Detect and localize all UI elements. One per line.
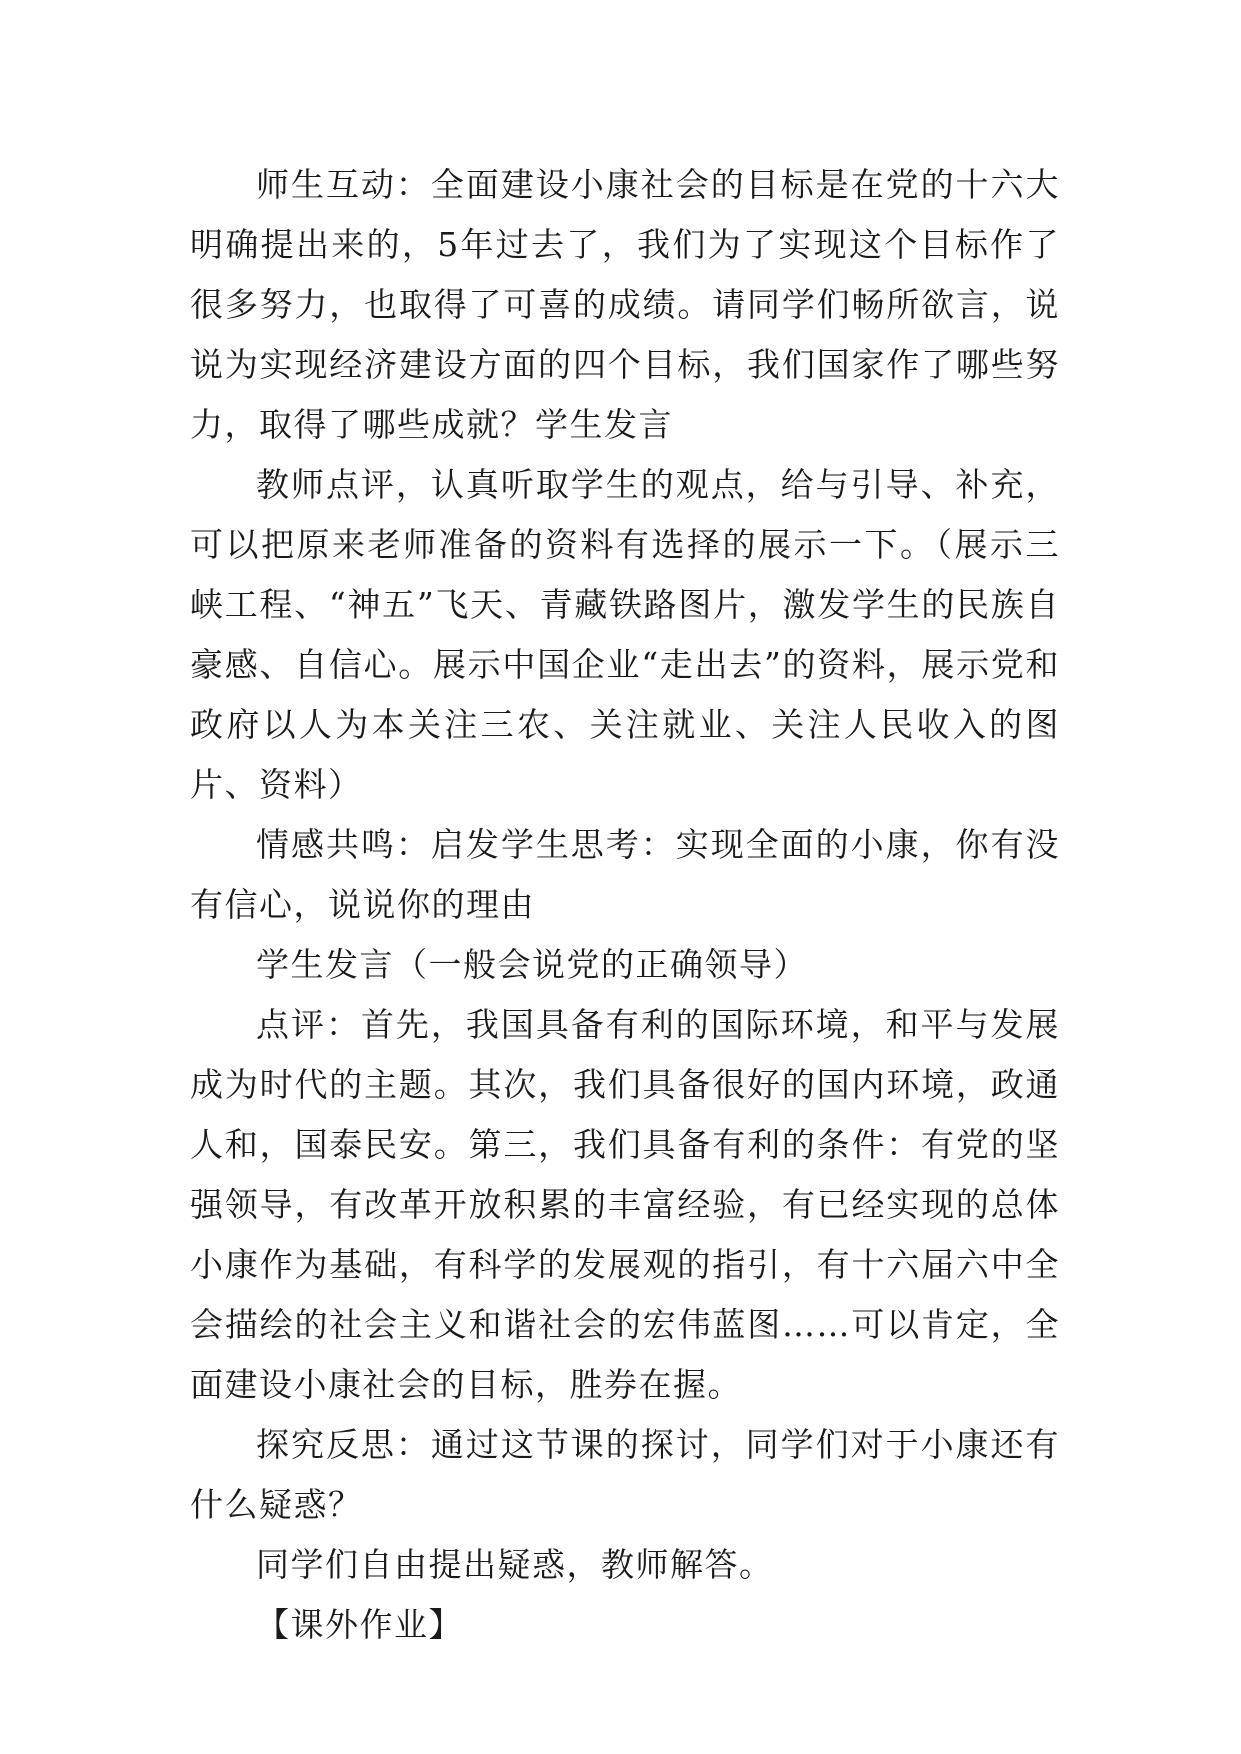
paragraph-emotional-resonance: 情感共鸣：启发学生思考：实现全面的小康，你有没有信心，说说你的理由 — [190, 825, 1060, 924]
paragraph-review: 点评：首先，我国具备有利的国际环境，和平与发展成为时代的主题。其次，我们具备很好的国内环境，政通人和，国泰民安。第三，我们具备有利的条件：有党的坚强领导，有改革开放积累的丰富经验，有已经实现的总体小康作为基础，有科学的发展观的指引，有十六届六中全会描绘的社会主义和谐社会的宏伟蓝图……可以肯定，全面建设小康社会的目标，胜券在握。 — [190, 1005, 1060, 1404]
paragraph-teacher-comment: 教师点评，认真听取学生的观点，给与引导、补充，可以把原来老师准备的资料有选择的展示一下。（展示三峡工程、“神五”飞天、青藏铁路图片，激发学生的民族自豪感、自信心。展示中国企业“走出去”的资料，展示党和政府以人为本关注三农、关注就业、关注人民收入的图片、资料） — [190, 465, 1060, 804]
paragraph-teacher-student-interaction: 师生互动：全面建设小康社会的目标是在党的十六大明确提出来的，5年过去了，我们为了实现这个目标作了很多努力，也取得了可喜的成绩。请同学们畅所欲言，说说为实现经济建设方面的四个目标，我们国家作了哪些努力，取得了哪些成就？学生发言 — [190, 165, 1060, 444]
paragraph-questions-answered: 同学们自由提出疑惑，教师解答。 — [256, 1545, 774, 1584]
document-body — [190, 155, 1060, 1655]
paragraph-student-speech: 学生发言（一般会说党的正确领导） — [256, 945, 808, 984]
section-heading-homework: 【课外作业】 — [256, 1605, 463, 1644]
paragraph-inquiry-reflection: 探究反思：通过这节课的探讨，同学们对于小康还有什么疑惑？ — [190, 1425, 1060, 1524]
